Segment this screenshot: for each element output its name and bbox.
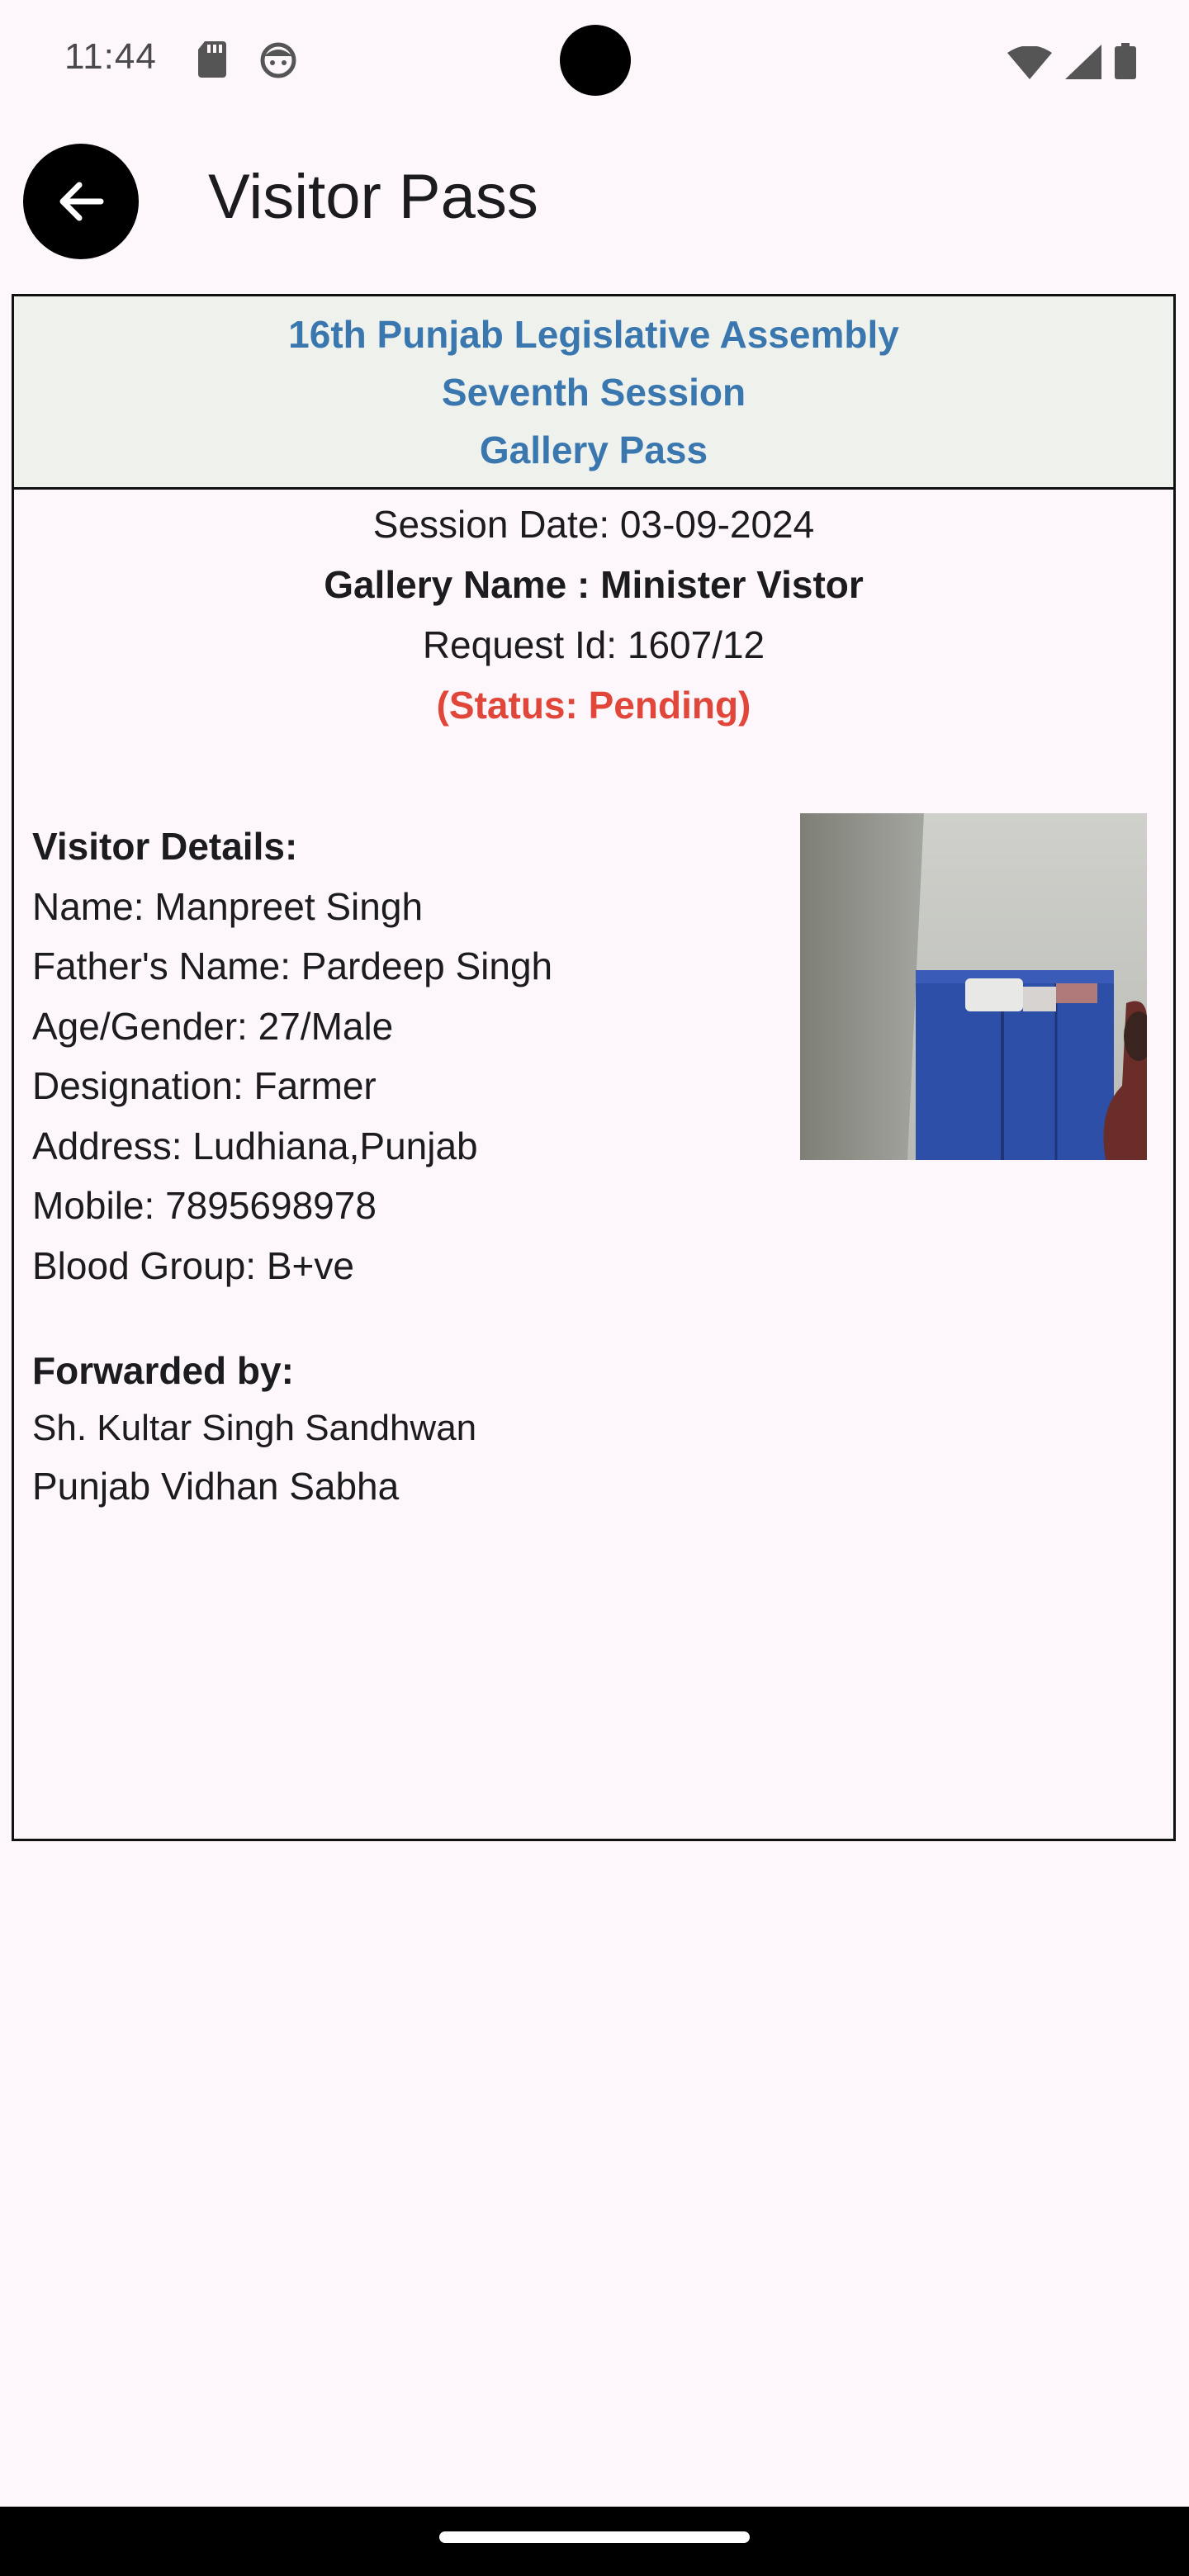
app-bar: [0, 132, 1189, 264]
session-info: [14, 495, 1173, 736]
cell-signal-icon: [1065, 45, 1101, 79]
gallery-pass-card: [12, 294, 1176, 1841]
battery-icon: [1115, 43, 1136, 79]
status-bar: [0, 0, 1189, 116]
status-badge: (Status: Pending): [436, 684, 751, 727]
visitor-address: Address: Ludhiana,Punjab: [32, 1124, 478, 1167]
request-id: Request Id: 1607/12: [422, 623, 765, 666]
gallery-name: Gallery Name : Minister Vistor: [324, 563, 864, 606]
navigation-bar: [0, 2507, 1189, 2576]
session-date: Session Date: 03-09-2024: [372, 503, 815, 546]
forwarded-by-heading: Forwarded by:: [32, 1349, 294, 1392]
forwarder-name: Sh. Kultar Singh Sandhwan: [32, 1408, 477, 1448]
status-right-icons: [1007, 41, 1136, 79]
session-name: Seventh Session: [441, 370, 746, 414]
forwarded-by: [32, 1342, 775, 1515]
visitor-age-gender: Age/Gender: 27/Male: [32, 1004, 394, 1048]
visitor-father-name: Father's Name: Pardeep Singh: [32, 945, 553, 987]
assembly-name: 16th Punjab Legislative Assembly: [288, 312, 899, 356]
arrow-back-icon: [54, 175, 107, 228]
visitor-name: Name: Manpreet Singh: [32, 884, 424, 928]
visitor-blood-group: Blood Group: B+ve: [32, 1243, 354, 1287]
wifi-icon: [1007, 46, 1052, 79]
forwarder-organization: Punjab Vidhan Sabha: [32, 1465, 400, 1508]
camera-cutout: [560, 25, 631, 96]
visitor-details: [32, 817, 775, 1295]
sd-card-icon: [198, 41, 226, 78]
visitor-details-heading: Visitor Details:: [32, 825, 298, 868]
pass-header: [14, 296, 1173, 490]
visitor-photo: [800, 813, 1147, 1160]
visitor-designation: Designation: Farmer: [32, 1064, 377, 1107]
pass-type: Gallery Pass: [479, 428, 708, 471]
back-button[interactable]: [23, 144, 139, 259]
visitor-mobile: Mobile: 7895698978: [32, 1184, 377, 1227]
face-icon: [259, 41, 297, 79]
page-title: Visitor Pass: [208, 162, 538, 232]
home-gesture-handle[interactable]: [439, 2531, 750, 2543]
status-time: 11:44: [64, 36, 157, 77]
